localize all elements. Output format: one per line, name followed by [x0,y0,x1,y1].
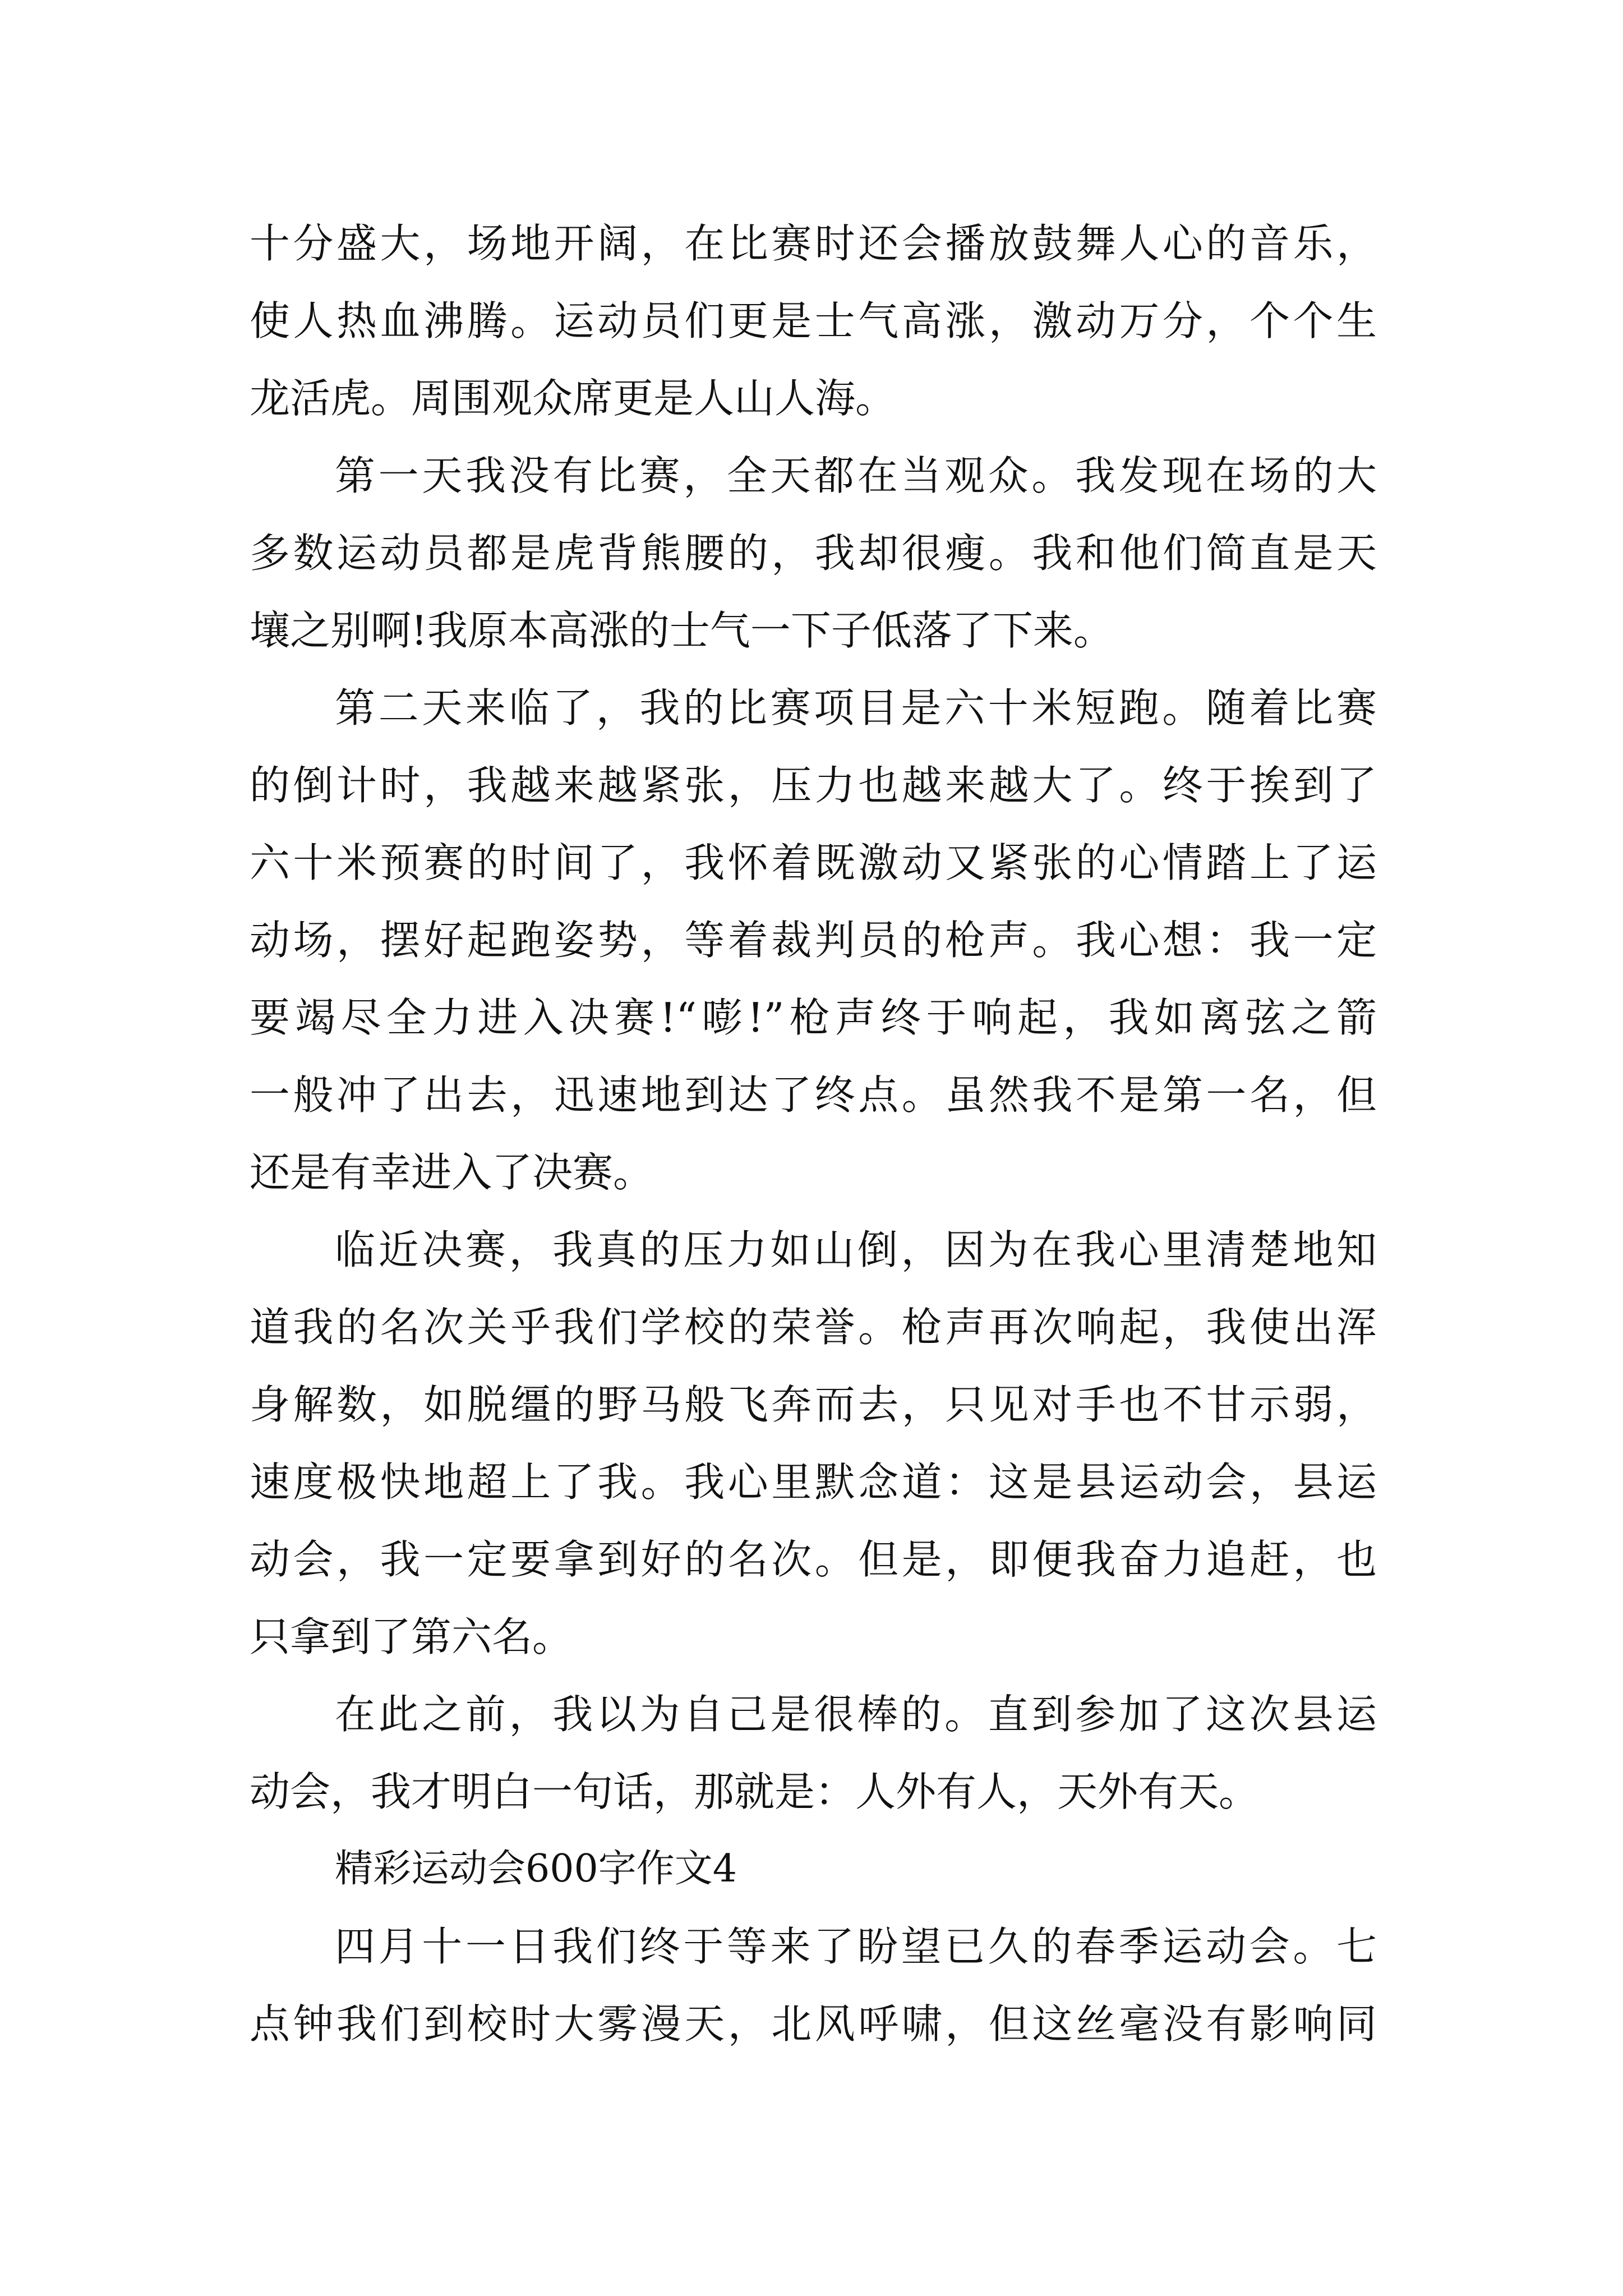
text-line: 在此之前，我以为自己是很棒的。直到参加了这次县运 [335,1691,1377,1738]
text-line: 使人热血沸腾。运动员们更是士气高涨，激动万分，个个生 [250,297,1377,344]
text-line: 多数运动员都是虎背熊腰的，我却很瘦。我和他们简直是天 [250,530,1377,577]
text-line: 六十米预赛的时间了，我怀着既激动又紧张的心情踏上了运 [250,839,1377,886]
document-page [250,205,1377,2063]
text-line: 要竭尽全力进入决赛!“嘭!”枪声终于响起，我如离弦之箭 [250,994,1377,1041]
text-line: 十分盛大，场地开阔，在比赛时还会播放鼓舞人心的音乐， [250,220,1377,267]
text-line: 一般冲了出去，迅速地到达了终点。虽然我不是第一名，但 [250,1071,1377,1119]
text-line: 动会，我一定要拿到好的名次。但是，即便我奋力追赶，也 [250,1536,1377,1583]
text-line: 道我的名次关乎我们学校的荣誉。枪声再次响起，我使出浑 [250,1304,1377,1351]
paragraph-2 [250,437,1377,669]
text-line: 龙活虎。周围观众席更是人山人海。 [250,375,896,422]
paragraph-4 [250,1211,1377,1676]
text-line: 第一天我没有比赛，全天都在当观众。我发现在场的大 [335,452,1377,499]
paragraph-6 [250,1908,1377,2063]
text-line: 点钟我们到校时大雾漫天，北风呼啸，但这丝毫没有影响同 [250,2000,1377,2047]
text-line: 四月十一日我们终于等来了盼望已久的春季运动会。七 [335,1923,1377,1970]
text-line: 壤之别啊!我原本高涨的士气一下子低落了下来。 [250,607,1114,654]
text-line: 临近决赛，我真的压力如山倒，因为在我心里清楚地知 [335,1226,1377,1273]
text-line: 只拿到了第六名。 [250,1613,573,1660]
text-line: 动会，我才明白一句话，那就是：人外有人，天外有天。 [250,1768,1260,1815]
paragraph-1 [250,205,1377,437]
text-line: 还是有幸进入了决赛。 [250,1149,654,1196]
paragraph-3 [250,669,1377,1211]
section-heading: 精彩运动会600字作文4 [335,1847,737,1891]
text-line: 第二天来临了，我的比赛项目是六十米短跑。随着比赛 [335,684,1377,731]
paragraph-5 [250,1676,1377,1830]
text-line: 身解数，如脱缰的野马般飞奔而去，只见对手也不甘示弱， [250,1381,1377,1428]
text-line: 的倒计时，我越来越紧张，压力也越来越大了。终于挨到了 [250,762,1377,809]
text-line: 速度极快地超上了我。我心里默念道：这是县运动会，县运 [250,1458,1377,1506]
text-line: 动场，摆好起跑姿势，等着裁判员的枪声。我心想：我一定 [250,917,1377,964]
